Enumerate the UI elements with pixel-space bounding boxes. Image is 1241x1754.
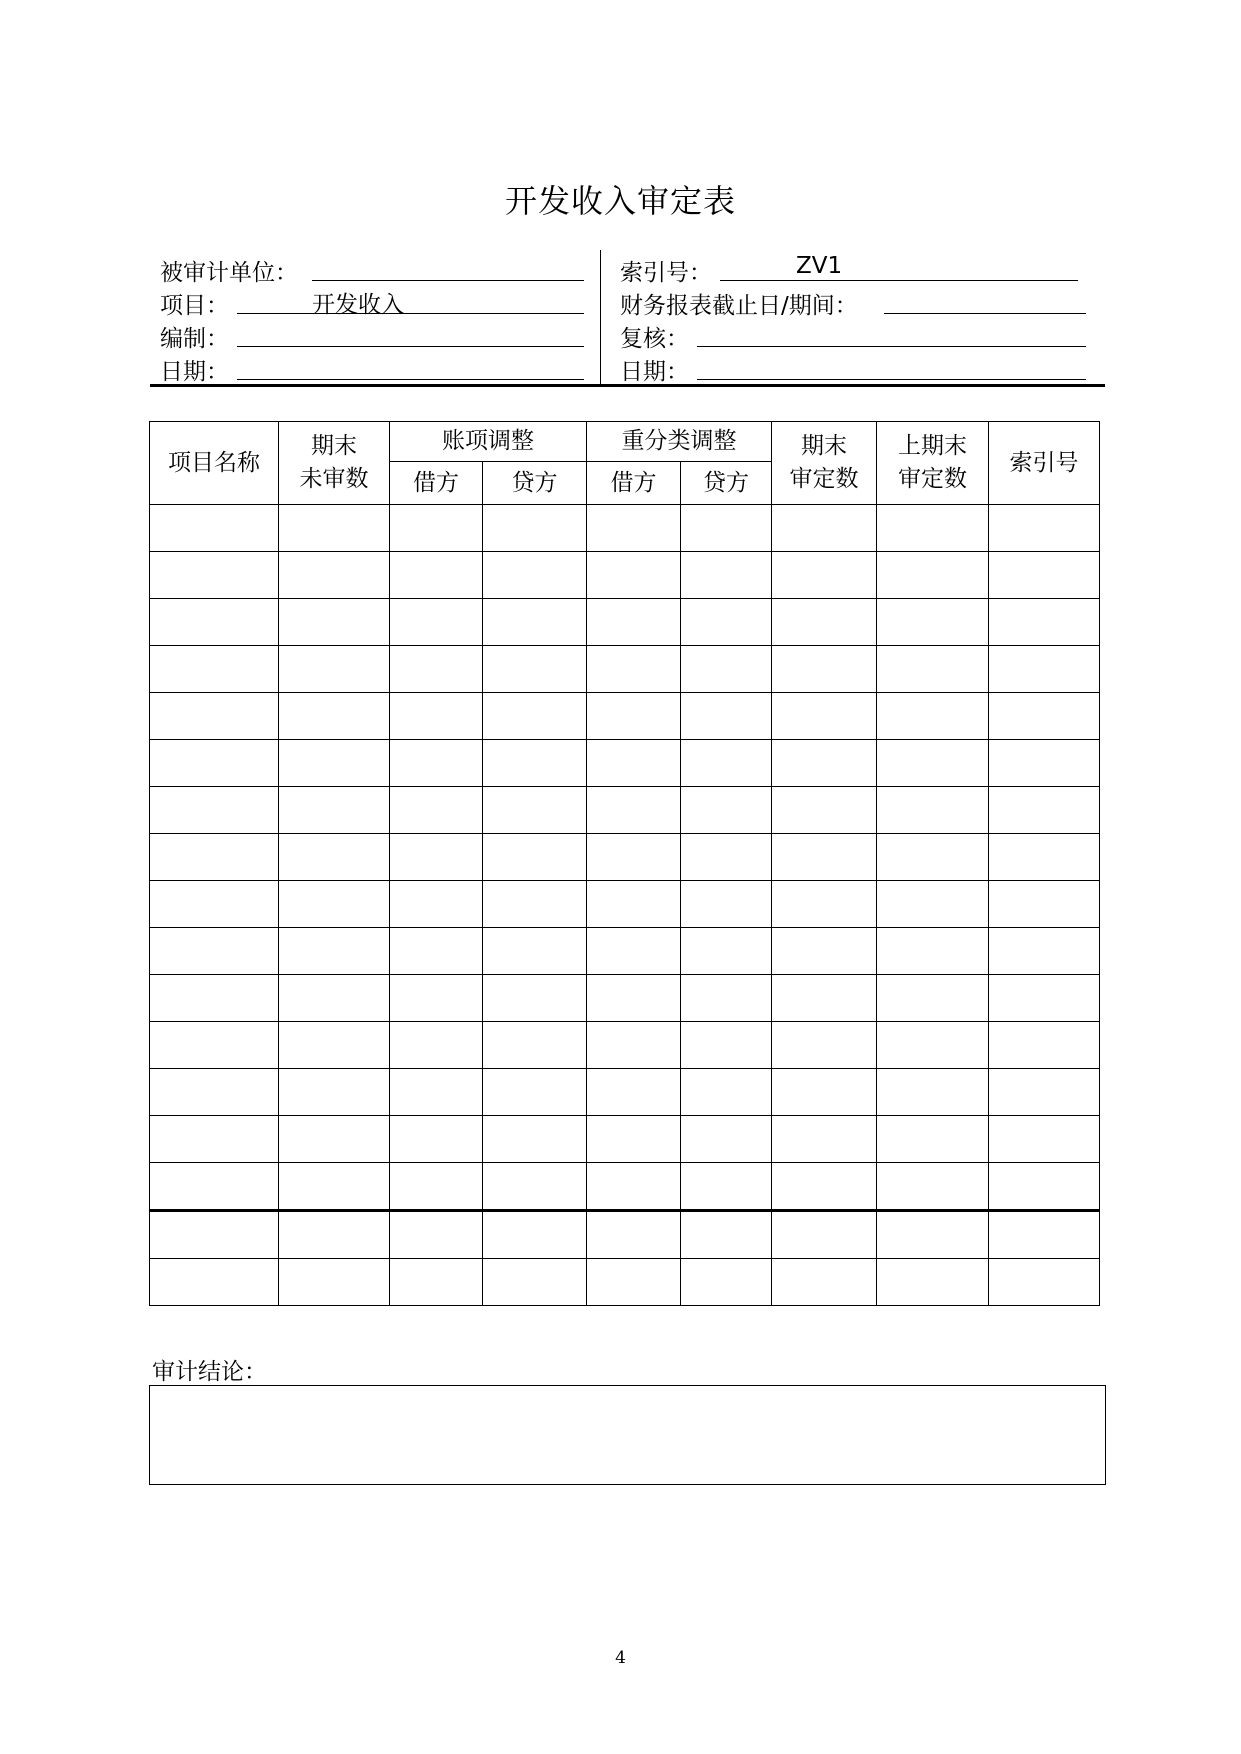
table-cell[interactable]	[150, 1116, 279, 1163]
table-cell[interactable]	[587, 505, 681, 552]
table-cell[interactable]	[877, 928, 989, 975]
table-cell[interactable]	[390, 1069, 483, 1116]
table-cell[interactable]	[150, 693, 279, 740]
table-cell[interactable]	[587, 975, 681, 1022]
table-cell[interactable]	[390, 693, 483, 740]
table-cell[interactable]	[279, 975, 390, 1022]
table-cell[interactable]	[390, 1163, 483, 1211]
header-end-unaudited: 期末 未审数	[279, 422, 390, 505]
table-cell[interactable]	[279, 928, 390, 975]
table-cell[interactable]	[587, 834, 681, 881]
table-cell[interactable]	[989, 1022, 1100, 1069]
table-cell[interactable]	[989, 552, 1100, 599]
table-cell[interactable]	[150, 740, 279, 787]
table-cell[interactable]	[483, 1069, 587, 1116]
table-cell[interactable]	[483, 834, 587, 881]
reviewed-by-field[interactable]	[697, 346, 1086, 347]
table-cell[interactable]	[877, 740, 989, 787]
table-cell[interactable]	[150, 646, 279, 693]
table-cell[interactable]	[483, 787, 587, 834]
table-cell[interactable]	[279, 1116, 390, 1163]
table-cell[interactable]	[390, 975, 483, 1022]
table-cell[interactable]	[390, 787, 483, 834]
table-cell[interactable]	[681, 975, 772, 1022]
table-row	[150, 693, 1100, 740]
table-cell[interactable]	[150, 599, 279, 646]
date-right-field[interactable]	[697, 379, 1086, 380]
header-reclass-credit: 贷方	[681, 462, 772, 505]
prepared-by-label: 编制：	[160, 326, 229, 352]
date-left-field[interactable]	[237, 379, 584, 380]
table-cell[interactable]	[483, 646, 587, 693]
header-item-name: 项目名称	[150, 422, 279, 505]
table-cell[interactable]	[483, 1163, 587, 1211]
table-cell[interactable]	[390, 552, 483, 599]
table-cell[interactable]	[150, 834, 279, 881]
table-cell[interactable]	[681, 1211, 772, 1259]
table-cell[interactable]	[989, 881, 1100, 928]
table-row	[150, 834, 1100, 881]
table-row	[150, 1163, 1100, 1211]
table-cell[interactable]	[279, 787, 390, 834]
table-cell[interactable]	[681, 1259, 772, 1306]
table-cell[interactable]	[390, 1022, 483, 1069]
table-cell[interactable]	[989, 834, 1100, 881]
table-cell[interactable]	[877, 1069, 989, 1116]
table-cell[interactable]	[150, 552, 279, 599]
table-cell[interactable]	[989, 1116, 1100, 1163]
table-cell[interactable]	[483, 1116, 587, 1163]
report-period-label: 财务报表截止日/期间：	[620, 293, 858, 319]
table-cell[interactable]	[587, 787, 681, 834]
table-cell[interactable]	[150, 928, 279, 975]
table-cell[interactable]	[877, 1259, 989, 1306]
table-cell[interactable]	[390, 1116, 483, 1163]
table-cell[interactable]	[989, 787, 1100, 834]
table-row	[150, 505, 1100, 552]
table-row	[150, 646, 1100, 693]
table-cell[interactable]	[587, 1211, 681, 1259]
conclusion-box[interactable]	[149, 1385, 1106, 1485]
table-cell[interactable]	[279, 599, 390, 646]
table-cell[interactable]	[587, 1259, 681, 1306]
table-cell[interactable]	[772, 552, 877, 599]
table-cell[interactable]	[681, 928, 772, 975]
table-row	[150, 1211, 1100, 1259]
table-cell[interactable]	[989, 693, 1100, 740]
table-cell[interactable]	[877, 975, 989, 1022]
table-cell[interactable]	[772, 975, 877, 1022]
table-cell[interactable]	[390, 1259, 483, 1306]
table-cell[interactable]	[390, 740, 483, 787]
table-cell[interactable]	[772, 928, 877, 975]
table-cell[interactable]	[681, 552, 772, 599]
table-cell[interactable]	[877, 834, 989, 881]
table-cell[interactable]	[150, 1069, 279, 1116]
table-cell[interactable]	[681, 740, 772, 787]
table-cell[interactable]	[681, 834, 772, 881]
table-cell[interactable]	[681, 881, 772, 928]
table-cell[interactable]	[989, 505, 1100, 552]
table-cell[interactable]	[989, 646, 1100, 693]
table-row	[150, 552, 1100, 599]
table-cell[interactable]	[772, 1069, 877, 1116]
table-cell[interactable]	[390, 599, 483, 646]
table-cell[interactable]	[681, 646, 772, 693]
table-cell[interactable]	[390, 505, 483, 552]
date-left-label: 日期：	[160, 359, 229, 385]
table-cell[interactable]	[279, 505, 390, 552]
table-cell[interactable]	[150, 787, 279, 834]
table-cell[interactable]	[681, 1069, 772, 1116]
table-cell[interactable]	[772, 1259, 877, 1306]
table-cell[interactable]	[587, 928, 681, 975]
table-cell[interactable]	[681, 693, 772, 740]
header-prev-audited: 上期末 审定数	[877, 422, 989, 505]
table-cell[interactable]	[390, 834, 483, 881]
header-account-debit: 借方	[390, 462, 483, 505]
audit-table	[149, 421, 1100, 1306]
table-cell[interactable]	[279, 1211, 390, 1259]
table-cell[interactable]	[587, 552, 681, 599]
table-cell[interactable]	[772, 740, 877, 787]
table-cell[interactable]	[587, 1022, 681, 1069]
reviewed-by-label: 复核：	[620, 326, 689, 352]
table-cell[interactable]	[877, 646, 989, 693]
audited-entity-label: 被审计单位：	[160, 260, 298, 286]
table-cell[interactable]	[877, 1211, 989, 1259]
table-row	[150, 1022, 1100, 1069]
table-cell[interactable]	[390, 928, 483, 975]
table-row	[150, 928, 1100, 975]
table-row	[150, 975, 1100, 1022]
table-cell[interactable]	[587, 646, 681, 693]
table-cell[interactable]	[989, 928, 1100, 975]
table-cell[interactable]	[150, 1163, 279, 1211]
table-cell[interactable]	[150, 1022, 279, 1069]
table-row	[150, 1116, 1100, 1163]
table-cell[interactable]	[587, 693, 681, 740]
header-index-number: 索引号	[989, 422, 1100, 505]
table-cell[interactable]	[772, 693, 877, 740]
table-cell[interactable]	[150, 505, 279, 552]
table-cell[interactable]	[483, 693, 587, 740]
table-cell[interactable]	[877, 1022, 989, 1069]
report-period-field[interactable]	[884, 313, 1086, 314]
table-cell[interactable]	[772, 787, 877, 834]
table-cell[interactable]	[989, 1163, 1100, 1211]
table-cell[interactable]	[681, 599, 772, 646]
table-cell[interactable]	[279, 693, 390, 740]
table-cell[interactable]	[279, 1163, 390, 1211]
table-cell[interactable]	[587, 1069, 681, 1116]
table-cell[interactable]	[772, 1163, 877, 1211]
table-cell[interactable]	[772, 599, 877, 646]
table-cell[interactable]	[989, 1211, 1100, 1259]
table-cell[interactable]	[587, 1163, 681, 1211]
table-cell[interactable]	[150, 881, 279, 928]
header-reclass-debit: 借方	[587, 462, 681, 505]
table-cell[interactable]	[390, 1211, 483, 1259]
table-cell[interactable]	[587, 599, 681, 646]
table-cell[interactable]	[483, 975, 587, 1022]
table-cell[interactable]	[279, 740, 390, 787]
table-cell[interactable]	[483, 881, 587, 928]
index-number-value: ZV1	[796, 253, 843, 279]
table-cell[interactable]	[681, 787, 772, 834]
table-cell[interactable]	[989, 1259, 1100, 1306]
table-cell[interactable]	[150, 975, 279, 1022]
table-cell[interactable]	[877, 787, 989, 834]
audited-entity-field[interactable]	[312, 280, 584, 281]
table-cell[interactable]	[279, 834, 390, 881]
table-cell[interactable]	[587, 881, 681, 928]
page-title: 开发收入审定表	[504, 182, 736, 220]
header-reclass-adjustment: 重分类调整	[587, 422, 772, 462]
table-cell[interactable]	[279, 881, 390, 928]
table-cell[interactable]	[587, 740, 681, 787]
project-label: 项目：	[160, 293, 229, 319]
conclusion-label: 审计结论：	[152, 1359, 267, 1385]
table-row	[150, 599, 1100, 646]
table-cell[interactable]	[483, 1022, 587, 1069]
table-cell[interactable]	[279, 1022, 390, 1069]
table-cell[interactable]	[390, 646, 483, 693]
index-number-field[interactable]	[720, 280, 1078, 281]
table-cell[interactable]	[989, 740, 1100, 787]
project-value: 开发收入	[312, 292, 404, 318]
table-cell[interactable]	[989, 1069, 1100, 1116]
table-cell[interactable]	[483, 740, 587, 787]
table-cell[interactable]	[772, 1211, 877, 1259]
header-divider	[600, 250, 601, 384]
table-cell[interactable]	[772, 646, 877, 693]
table-cell[interactable]	[390, 881, 483, 928]
prepared-by-field[interactable]	[237, 346, 584, 347]
table-cell[interactable]	[877, 1163, 989, 1211]
table-row	[150, 1259, 1100, 1306]
table-cell[interactable]	[483, 599, 587, 646]
table-cell[interactable]	[877, 505, 989, 552]
date-right-label: 日期：	[620, 359, 689, 385]
table-cell[interactable]	[772, 1022, 877, 1069]
header-account-credit: 贷方	[483, 462, 587, 505]
table-cell[interactable]	[483, 928, 587, 975]
table-cell[interactable]	[877, 881, 989, 928]
header-end-audited: 期末 审定数	[772, 422, 877, 505]
table-cell[interactable]	[681, 1116, 772, 1163]
table-cell[interactable]	[483, 552, 587, 599]
table-cell[interactable]	[772, 834, 877, 881]
table-cell[interactable]	[483, 1211, 587, 1259]
table-cell[interactable]	[279, 646, 390, 693]
project-field[interactable]	[237, 313, 584, 314]
page-number: 4	[615, 1648, 626, 1668]
header-account-adjustment: 账项调整	[390, 422, 587, 462]
table-cell[interactable]	[877, 552, 989, 599]
table-cell[interactable]	[681, 1022, 772, 1069]
table-cell[interactable]	[150, 1211, 279, 1259]
table-cell[interactable]	[989, 599, 1100, 646]
table-cell[interactable]	[150, 1259, 279, 1306]
table-cell[interactable]	[877, 599, 989, 646]
table-cell[interactable]	[279, 1069, 390, 1116]
header-bottom-rule	[150, 384, 1105, 387]
table-cell[interactable]	[279, 552, 390, 599]
table-row	[150, 1069, 1100, 1116]
table-cell[interactable]	[279, 1259, 390, 1306]
table-row	[150, 881, 1100, 928]
table-cell[interactable]	[681, 505, 772, 552]
table-cell[interactable]	[772, 1116, 877, 1163]
table-row	[150, 740, 1100, 787]
table-cell[interactable]	[587, 1116, 681, 1163]
table-cell[interactable]	[772, 505, 877, 552]
table-cell[interactable]	[483, 505, 587, 552]
index-number-label: 索引号：	[620, 260, 712, 286]
table-cell[interactable]	[989, 975, 1100, 1022]
table-cell[interactable]	[681, 1163, 772, 1211]
table-row	[150, 787, 1100, 834]
table-cell[interactable]	[877, 693, 989, 740]
table-cell[interactable]	[877, 1116, 989, 1163]
table-cell[interactable]	[483, 1259, 587, 1306]
table-cell[interactable]	[772, 881, 877, 928]
